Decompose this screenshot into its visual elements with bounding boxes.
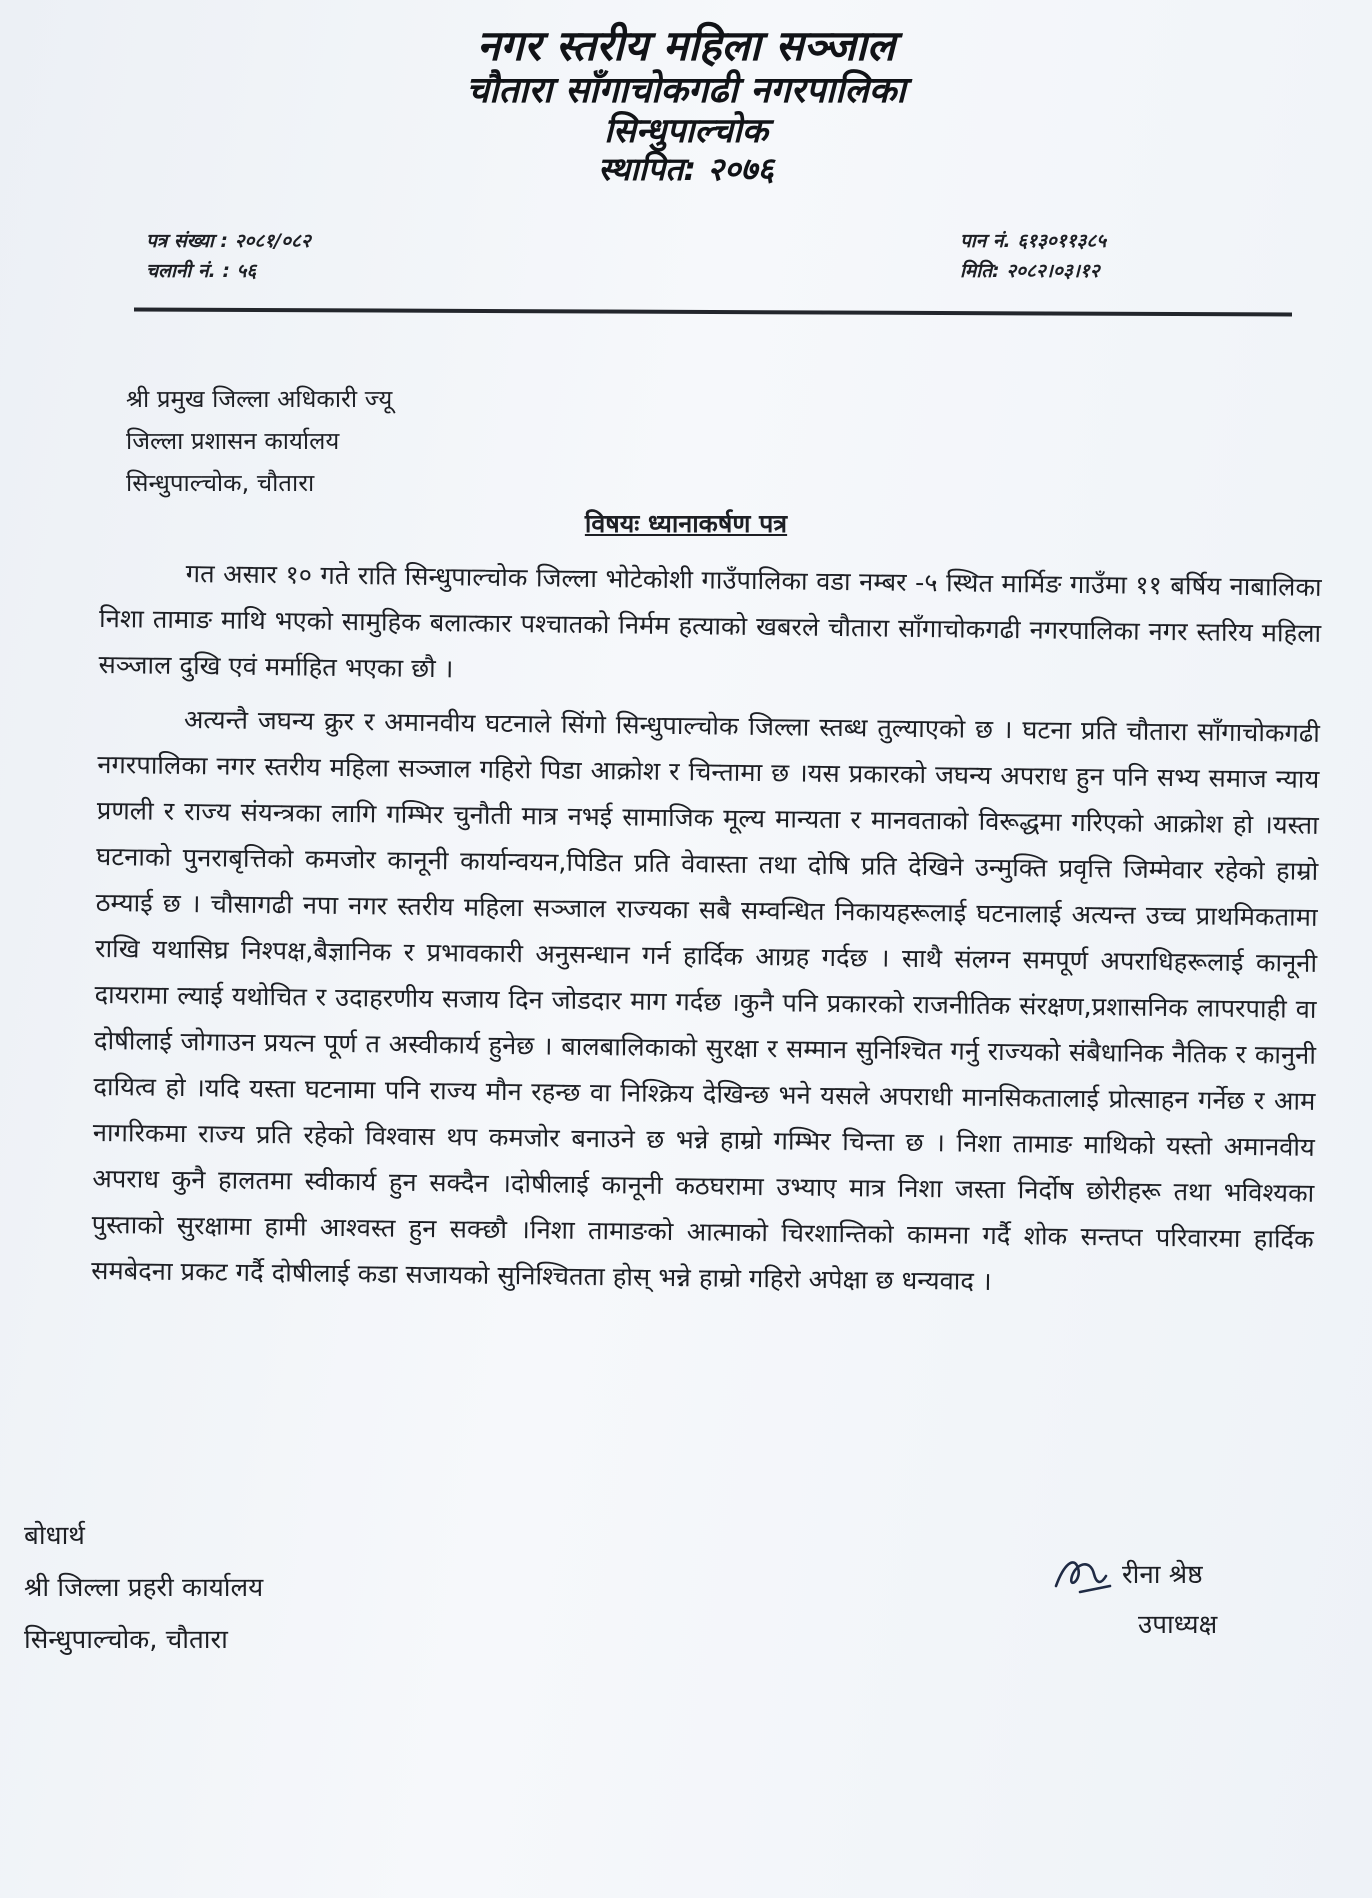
cc-block [24, 1510, 263, 1666]
header-divider [134, 307, 1292, 316]
addressee-block [126, 378, 392, 504]
reference-left [146, 226, 311, 286]
subject-line: विषयः ध्यानाकर्षण पत्र [584, 509, 788, 538]
reference-right [960, 226, 1106, 286]
letterhead [0, 22, 1372, 188]
signatory-title: उपाध्यक्ष [1138, 1610, 1218, 1640]
addressee-line: जिल्ला प्रशासन कार्यालय [126, 427, 340, 455]
cc-line: श्री जिल्ला प्रहरी कार्यालय [24, 1573, 264, 1603]
letter-body [91, 550, 1322, 1309]
signature-block [1058, 1550, 1217, 1650]
body-paragraph: गत असार १० गते राति सिन्धुपाल्चोक जिल्ला भोटेकोशी गाउँपालिका वडा नम्बर -५ स्थित मार्मिङ गाउँमा ११ बर्षिय नाबालिका निशा तामाङ माथि भएको सामुहिक बलात्कार पश्चातको निर्मम हत्याको खबरले चौतारा साँगाचोकगढी नगरपालिका नगर स्तरिय महिला सञ्जाल दुखि एवं मर्माहित भएका छौ । [98, 559, 1322, 685]
cc-line: सिन्धुपाल्चोक, चौतारा [24, 1625, 228, 1655]
pan-number: पान नं. ६१३०११३८५ [960, 230, 1107, 252]
district-name: सिन्धुपाल्चोक [604, 110, 768, 151]
handwritten-signature-icon [1050, 1546, 1120, 1604]
letter-date: मिति: २०८२।०३।१२ [960, 260, 1100, 282]
established-year: स्थापित: २०७६ [598, 149, 774, 188]
letter-number: पत्र संख्या : २०८१/०८२ [146, 230, 311, 252]
addressee-line: श्री प्रमुख जिल्ला अधिकारी ज्यू [126, 385, 393, 413]
organization-name: नगर स्तरीय महिला सञ्जाल [476, 21, 896, 70]
cc-label: बोधार्थ [24, 1521, 85, 1551]
municipality-name: चौतारा साँगाचोकगढी नगरपालिका [466, 70, 906, 112]
signatory-name: रीना श्रेष्ठ [1122, 1560, 1203, 1590]
body-paragraph: अत्यन्तै जघन्य क्रुर र अमानवीय घटनाले सिंगो सिन्धुपाल्चोक जिल्ला स्तब्ध तुल्याएको छ । घटना प्रति चौतारा साँगाचोकगढी नगरपालिका नगर स्तरीय महिला सञ्जाल गहिरो पिडा आक्रोश र चिन्तामा छ ।यस प्रकारको जघन्य अपराध हुन पनि सभ्य समाज न्याय प्रणली र राज्य संयन्त्रका लागि गम्भिर चुनौती मात्र नभई सामाजिक मूल्य मान्यता र मानवताको विरूद्धमा गरिएको आक्रोश हो ।यस्ता घटनाको पुनराबृत्तिको कमजोर कानूनी कार्यान्वयन,पिडित प्रति वेवास्ता तथा दोषि प्रति देखिने उन्मुक्ति प्रवृत्ति जिम्मेवार रहेको हाम्रो ठम्याई छ । चौसागढी नपा नगर स्तरीय महिला सञ्जाल राज्यका सबै सम्वन्धित निकायहरूलाई घटनालाई अत्यन्त उच्च प्राथमिकतामा राखि यथासिघ्र निश्पक्ष,बैज्ञानिक र प्रभावकारी अनुसन्धान गर्न हार्दिक आग्रह गर्दछ । साथै संलग्न समपूर्ण अपराधिहरूलाई कानूनी दायरामा ल्याई यथोचित र उदाहरणीय सजाय दिन जोडदार माग गर्दछ ।कुनै पनि प्रकारको राजनीतिक संरक्षण,प्रशासनिक लापरपाही वा दोषीलाई जोगाउन प्रयत्न पूर्ण त अस्वीकार्य हुनेछ । बालबालिकाको सुरक्षा र सम्मान सुनिश्चित गर्नु राज्यको संबैधानिक नैतिक र कानुनी दायित्व हो ।यदि यस्ता घटनामा पनि राज्य मौन रहन्छ वा निश्क्रिय देखिन्छ भने यसले अपराधी मानसिकतालाई प्रोत्साहन गर्नेछ र आम नागरिकमा राज्य प्रति रहेको विश्वास थप कमजोर बनाउने छ भन्ने हाम्रो गम्भिर चिन्ता छ । निशा तामाङ माथिको यस्तो अमानवीय अपराध कुनै हालतमा स्वीकार्य हुन सक्दैन ।दोषीलाई कानूनी कठघरामा उभ्याए मात्र निशा जस्ता निर्दोष छोरीहरू तथा भविश्यका पुस्ताको सुरक्षामा हामी आश्वस्त हुन सक्छौ ।निशा तामाङको आत्माको चिरशान्तिको कामना गर्दै शोक सन्तप्त परिवारमा हार्दिक समबेदना प्रकट गर्दै दोषीलाई कडा सजायको सुनिश्चितता होस् भन्ने हाम्रो गहिरो अपेक्षा छ धन्यवाद । [91, 705, 1321, 1297]
addressee-line: सिन्धुपाल्चोक, चौतारा [126, 469, 315, 497]
dispatch-number: चलानी नं. : ५६ [146, 260, 257, 282]
